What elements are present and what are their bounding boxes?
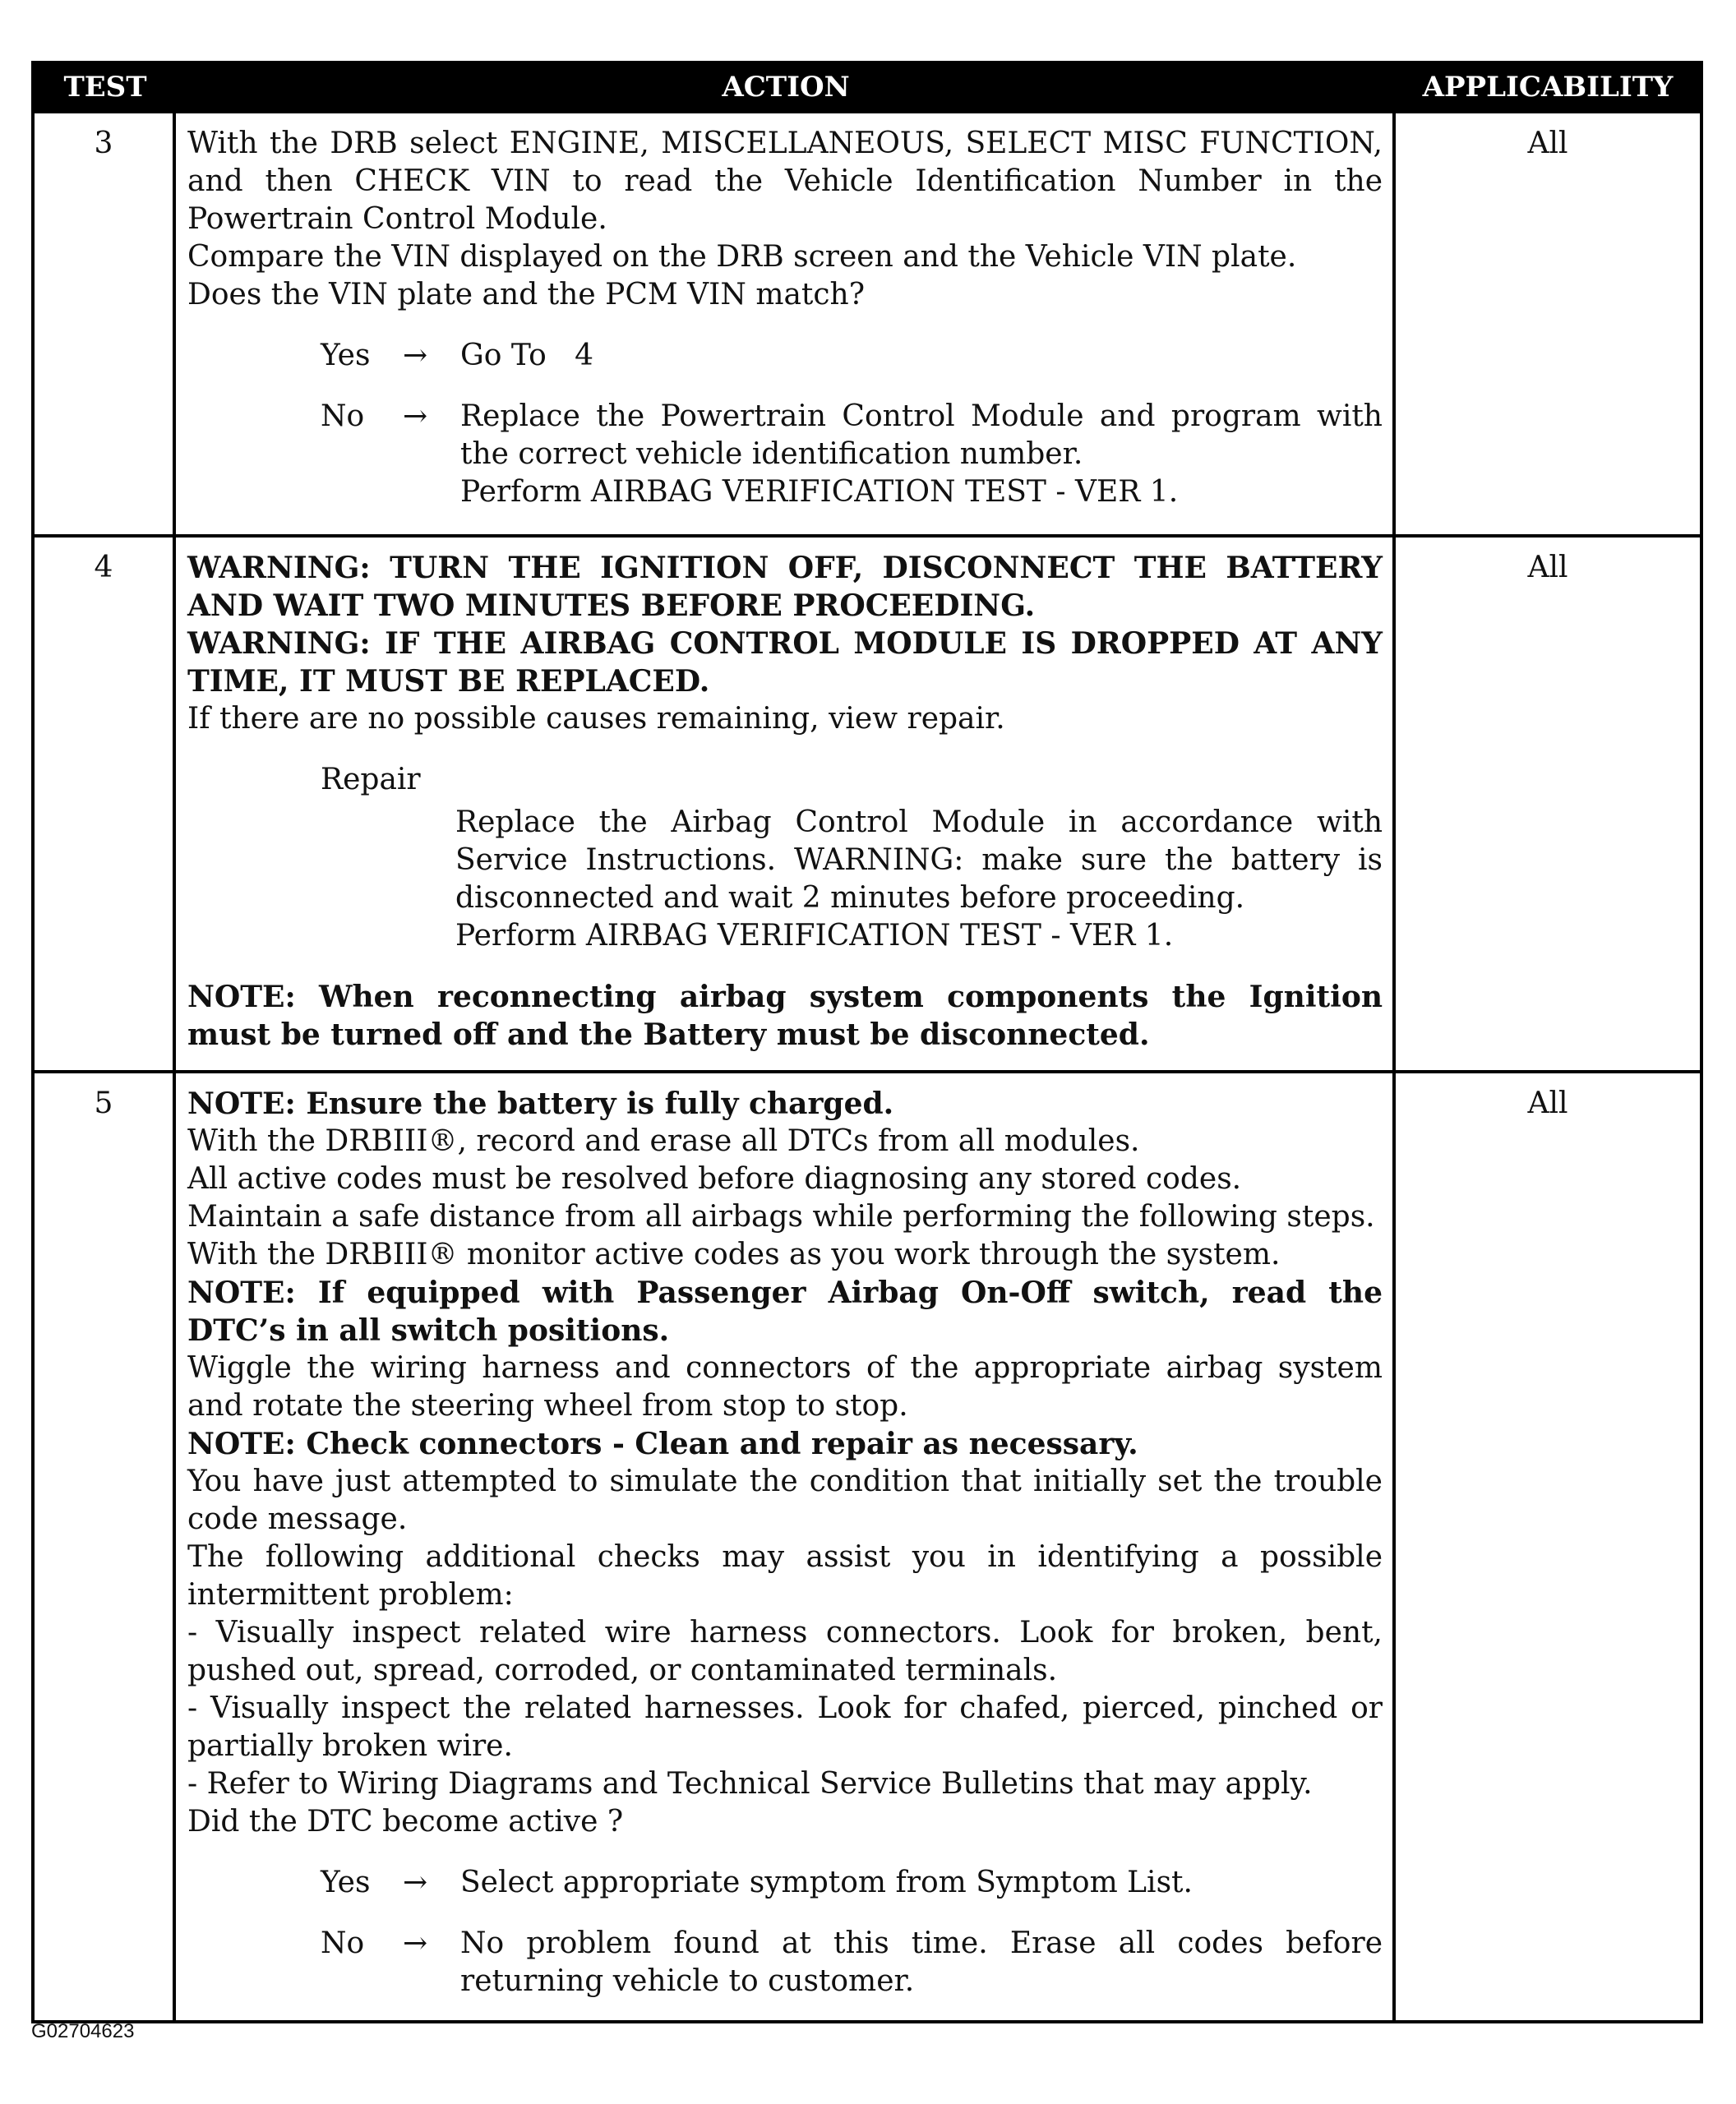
table-row xyxy=(35,1070,1700,2020)
repair-text-line: Perform AIRBAG VERIFICATION TEST - VER 1. xyxy=(455,919,1174,953)
action-text: Does the VIN plate and the PCM VIN match? xyxy=(187,278,866,311)
test-number: 3 xyxy=(35,113,176,534)
action-text: Did the DTC become active ? xyxy=(187,1805,624,1839)
repair-label: Repair xyxy=(321,763,421,796)
diagnostic-table xyxy=(31,61,1703,2023)
no-result: No problem found at this time. Erase all codes before returning vehicle to customer. xyxy=(460,1926,1383,1998)
arrow-icon: → xyxy=(403,1866,428,1899)
header-applicability: APPLICABILITY xyxy=(1422,71,1674,104)
action-text: Maintain a safe distance from all airbags while performing the following steps. xyxy=(187,1200,1375,1234)
arrow-icon: → xyxy=(403,339,428,372)
action-text: You have just attempted to simulate the condition that initially set the trouble code message. xyxy=(187,1465,1383,1536)
no-result-text: Replace the Powertrain Control Module and program with the correct vehicle identification number. xyxy=(460,399,1383,471)
answer-yes xyxy=(187,1864,1383,1902)
note-text: NOTE: Check connectors - Clean and repair as necessary. xyxy=(187,1427,1138,1461)
test-number: 4 xyxy=(35,538,176,1070)
arrow-icon: → xyxy=(403,1926,428,1960)
action-text: Compare the VIN displayed on the DRB screen and the Vehicle VIN plate. xyxy=(187,240,1297,274)
applicability-cell: All xyxy=(1527,551,1568,584)
action-text: With the DRB select ENGINE, MISCELLANEOUS, SELECT MISC FUNCTION, and then CHECK VIN to read the Vehicle Identification Number in the Powertrain Control Module. xyxy=(187,127,1383,236)
table-header xyxy=(35,64,1700,110)
action-text: - Visually inspect the related harnesses. Look for chafed, pierced, pinched or partially broken wire. xyxy=(187,1691,1383,1763)
applicability-cell: All xyxy=(1527,1087,1568,1120)
answer-yes xyxy=(187,337,1383,375)
action-text: The following additional checks may assist you in identifying a possible intermittent problem: xyxy=(187,1540,1383,1612)
yes-label: Yes xyxy=(321,1866,371,1899)
action-text: If there are no possible causes remaining, view repair. xyxy=(187,702,1005,736)
table-row xyxy=(35,110,1700,534)
header-action: ACTION xyxy=(722,71,850,104)
action-cell xyxy=(176,538,1396,1070)
no-result xyxy=(460,398,1383,511)
answer-no xyxy=(187,1925,1383,2000)
yes-result: Select appropriate symptom from Symptom List. xyxy=(460,1866,1193,1899)
action-text: With the DRBIII®, record and erase all DTCs from all modules. xyxy=(187,1124,1140,1158)
note-text: NOTE: Ensure the battery is fully charged. xyxy=(187,1087,894,1121)
warning-text: WARNING: IF THE AIRBAG CONTROL MODULE IS DROPPED AT ANY TIME, IT MUST BE REPLACED. xyxy=(187,626,1383,699)
action-text: - Visually inspect related wire harness connectors. Look for broken, bent, pushed out, spread, corroded, or contaminated terminals. xyxy=(187,1616,1383,1687)
no-label: No xyxy=(321,1926,365,1960)
applicability-cell: All xyxy=(1527,127,1568,160)
repair-text-line: Replace the Airbag Control Module in accordance with Service Instructions. WARNING: make sure the battery is disconnected and wait 2 minutes before proceeding. xyxy=(455,805,1383,915)
warning-text: WARNING: TURN THE IGNITION OFF, DISCONNECT THE BATTERY AND WAIT TWO MINUTES BEFORE PROCEEDING. xyxy=(187,551,1383,623)
test-number: 5 xyxy=(35,1073,176,2020)
no-label: No xyxy=(321,399,365,433)
arrow-icon: → xyxy=(403,399,428,433)
action-text: All active codes must be resolved before diagnosing any stored codes. xyxy=(187,1162,1242,1196)
yes-label: Yes xyxy=(321,339,371,372)
note-text: NOTE: If equipped with Passenger Airbag On-Off switch, read the DTC’s in all switch positions. xyxy=(187,1276,1383,1348)
action-cell xyxy=(176,113,1396,534)
header-test: TEST xyxy=(63,71,147,104)
figure-code: G02704623 xyxy=(31,2020,135,2042)
yes-result: Go To 4 xyxy=(460,339,593,372)
no-result-text: Perform AIRBAG VERIFICATION TEST - VER 1. xyxy=(460,475,1179,509)
repair-text xyxy=(455,804,1383,955)
note-text: NOTE: When reconnecting airbag system components the Ignition must be turned off and the Battery must be disconnected. xyxy=(187,980,1383,1052)
table-row xyxy=(35,534,1700,1070)
action-text: - Refer to Wiring Diagrams and Technical Service Bulletins that may apply. xyxy=(187,1767,1313,1801)
repair-block xyxy=(187,761,1383,955)
action-text: With the DRBIII® monitor active codes as you work through the system. xyxy=(187,1238,1281,1271)
action-cell xyxy=(176,1073,1396,2020)
answer-no xyxy=(187,398,1383,511)
action-text: Wiggle the wiring harness and connectors of the appropriate airbag system and rotate the steering wheel from stop to stop. xyxy=(187,1351,1383,1423)
